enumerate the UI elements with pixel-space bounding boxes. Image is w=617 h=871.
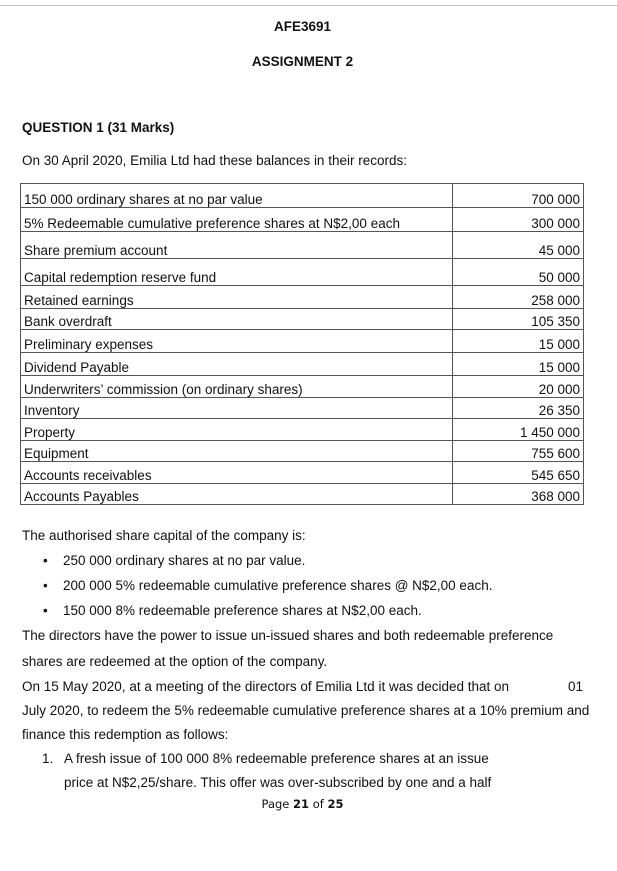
bullet-icon: • xyxy=(43,603,48,618)
balance-amount: 15 000 xyxy=(453,330,584,353)
balance-description: Share premium account xyxy=(21,232,453,259)
course-code: AFE3691 xyxy=(273,19,332,34)
balance-amount: 50 000 xyxy=(453,259,584,286)
bullet-text: 250 000 ordinary shares at no par value. xyxy=(63,553,306,568)
balance-description: 150 000 ordinary shares at no par value xyxy=(21,184,453,208)
numbered-item xyxy=(42,751,489,766)
balance-amount: 545 650 xyxy=(453,462,584,484)
page-total: 25 xyxy=(327,797,344,811)
balance-amount: 45 000 xyxy=(453,232,584,259)
balance-row xyxy=(21,376,584,398)
page-footer xyxy=(0,797,605,811)
meeting-paragraph-line-end: 01 xyxy=(568,679,584,694)
balance-row xyxy=(21,184,584,208)
balance-row xyxy=(21,353,584,376)
balance-amount: 755 600 xyxy=(453,441,584,462)
balance-description: Inventory xyxy=(21,398,453,419)
balance-description: Underwriters’ commission (on ordinary shares) xyxy=(21,376,453,398)
balance-amount: 105 350 xyxy=(453,309,584,330)
bullet-text: 200 000 5% redeemable cumulative preference shares @ N$2,00 each. xyxy=(63,578,493,593)
balance-row xyxy=(21,398,584,419)
balance-row xyxy=(21,484,584,505)
balance-description: Accounts Payables xyxy=(21,484,453,505)
balance-amount: 300 000 xyxy=(453,208,584,232)
footer-prefix: Page xyxy=(261,797,294,811)
bullet-icon: • xyxy=(43,553,48,568)
balance-row xyxy=(21,309,584,330)
balance-row xyxy=(21,419,584,441)
balance-description: Dividend Payable xyxy=(21,353,453,376)
balance-description: 5% Redeemable cumulative preference shares at N$2,00 each xyxy=(21,208,453,232)
numbered-item-text: A fresh issue of 100 000 8% redeemable preference shares at an issue xyxy=(64,751,489,766)
balance-amount: 258 000 xyxy=(453,286,584,309)
balance-row xyxy=(21,286,584,309)
balance-description: Capital redemption reserve fund xyxy=(21,259,453,286)
balance-description: Preliminary expenses xyxy=(21,330,453,353)
balance-amount: 368 000 xyxy=(453,484,584,505)
balance-description: Accounts receivables xyxy=(21,462,453,484)
question-intro: On 30 April 2020, Emilia Ltd had these balances in their records: xyxy=(22,153,407,168)
meeting-paragraph-line: finance this redemption as follows: xyxy=(22,727,229,742)
balances-table xyxy=(20,183,584,505)
bullet-text: 150 000 8% redeemable preference shares at N$2,00 each. xyxy=(63,603,422,618)
balance-description: Equipment xyxy=(21,441,453,462)
balance-description: Retained earnings xyxy=(21,286,453,309)
bullet-icon: • xyxy=(43,578,48,593)
bullet-item xyxy=(43,553,305,568)
question-heading: QUESTION 1 (31 Marks) xyxy=(22,120,175,135)
balances-table-body xyxy=(21,184,584,505)
meeting-paragraph-line: July 2020, to redeem the 5% redeemable cumulative preference shares at a 10% premium and xyxy=(22,703,590,718)
footer-mid: of xyxy=(309,797,328,811)
balance-amount: 20 000 xyxy=(453,376,584,398)
balance-row xyxy=(21,462,584,484)
page-current: 21 xyxy=(293,797,310,811)
authorised-capital-lead: The authorised share capital of the company is: xyxy=(22,528,306,543)
balance-amount: 26 350 xyxy=(453,398,584,419)
balance-row xyxy=(21,208,584,232)
top-border xyxy=(0,5,617,6)
directors-paragraph-line: shares are redeemed at the option of the company. xyxy=(22,654,328,669)
bullet-item xyxy=(43,603,422,618)
meeting-paragraph-line: On 15 May 2020, at a meeting of the directors of Emilia Ltd it was decided that on xyxy=(22,679,510,694)
balance-amount: 1 450 000 xyxy=(453,419,584,441)
balance-description: Property xyxy=(21,419,453,441)
bullet-item xyxy=(43,578,492,593)
balance-row xyxy=(21,259,584,286)
directors-paragraph-line: The directors have the power to issue un-issued shares and both redeemable preference xyxy=(22,628,554,643)
assignment-title: ASSIGNMENT 2 xyxy=(251,54,354,69)
item-number: 1. xyxy=(42,751,54,766)
balance-row xyxy=(21,232,584,259)
balance-description: Bank overdraft xyxy=(21,309,453,330)
balance-row xyxy=(21,441,584,462)
balance-amount: 700 000 xyxy=(453,184,584,208)
balance-amount: 15 000 xyxy=(453,353,584,376)
balance-row xyxy=(21,330,584,353)
numbered-item-continuation: price at N$2,25/share. This offer was over-subscribed by one and a half xyxy=(64,775,492,790)
